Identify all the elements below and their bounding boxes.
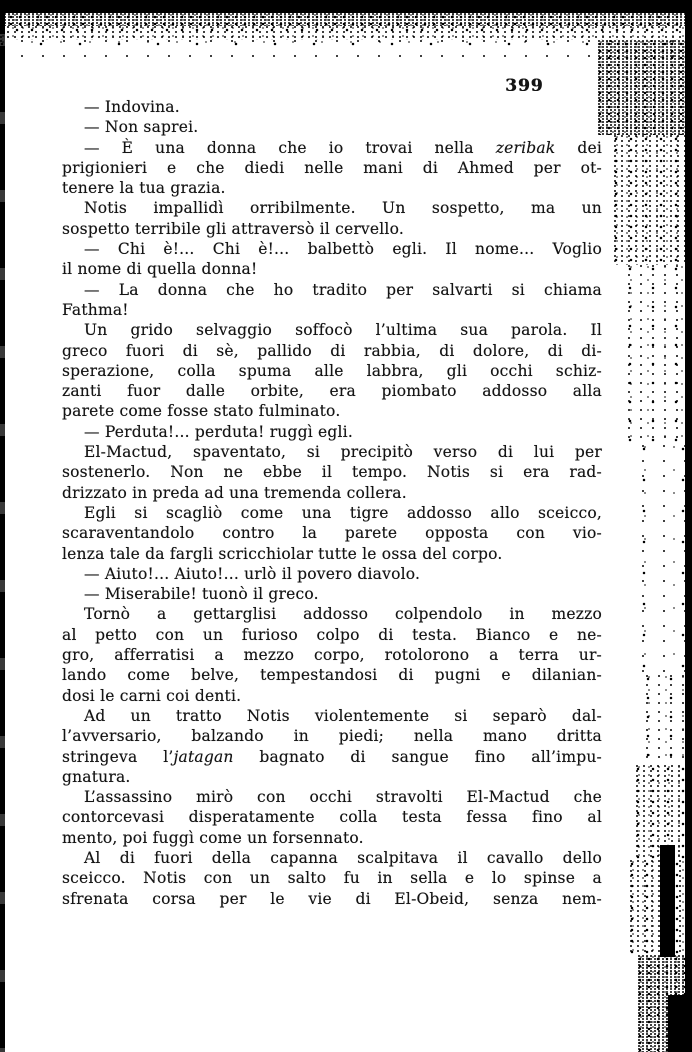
text-line: prigionieri e che diedi nelle mani di Ahmed per ot- bbox=[62, 158, 602, 177]
scan-noise-right-mid bbox=[628, 265, 692, 445]
text-line: parete come fosse stato fulminato. bbox=[62, 402, 341, 421]
scan-noise-right-upper bbox=[614, 135, 692, 265]
text-line: Egli si scagliò come una tigre addosso allo sceicco, bbox=[84, 503, 602, 522]
text-line: Ad un tratto Notis violentemente si separò dal- bbox=[84, 706, 602, 725]
text-line: mento, poi fuggì come un forsennato. bbox=[62, 828, 364, 847]
scan-noise-top-sparse bbox=[0, 40, 692, 64]
text-line: al petto con un furioso colpo di testa. Bianco e ne- bbox=[62, 625, 602, 644]
text-line: — Non saprei. bbox=[84, 118, 199, 137]
text-line: gnatura. bbox=[62, 767, 131, 786]
text-line: sperazione, colla spuma alle labbra, gli occhi schiz- bbox=[62, 361, 602, 380]
text-line: lando come belve, tempestandosi di pugni e dilanian- bbox=[62, 666, 602, 685]
scan-noise-top-right bbox=[598, 40, 692, 135]
text-line: zanti fuor dalle orbite, era piombato addosso alla bbox=[62, 382, 602, 401]
text-line: sfrenata corsa per le vie di El-Obeid, senza nem- bbox=[62, 889, 602, 908]
text-block bbox=[62, 97, 602, 909]
text-line: — Chi è!... Chi è!... balbettò egli. Il nome... Voglio bbox=[84, 240, 602, 259]
text-line: dosi le carni coi denti. bbox=[62, 686, 242, 705]
text-line: sospetto terribile gli attraversò il cervello. bbox=[62, 219, 404, 238]
page-number: 399 bbox=[505, 76, 544, 96]
text-line: drizzato in preda ad una tremenda collera. bbox=[62, 483, 407, 502]
scan-right-edge-strip bbox=[685, 0, 692, 1052]
text-line: scaraventandolo contro la parete opposta con vio- bbox=[62, 524, 602, 543]
scan-noise-right-low3 bbox=[636, 765, 692, 860]
scan-noise-top-dense bbox=[0, 13, 692, 26]
scan-noise-corner-solid bbox=[668, 995, 692, 1052]
text-line: sceicco. Notis con un salto fu in sella e lo spinse a bbox=[62, 869, 602, 888]
scan-noise-right-lower bbox=[642, 445, 692, 675]
text-line: stringeva l’jatagan bagnato di sangue fino all’impu- bbox=[62, 747, 602, 766]
text-line: — Aiuto!... Aiuto!... urlò il povero diavolo. bbox=[84, 564, 421, 583]
text-line: — La donna che ho tradito per salvarti si chiama bbox=[84, 280, 602, 299]
scan-ink-bar bbox=[660, 845, 675, 957]
text-line: lenza tale da fargli scricchiolar tutte le ossa del corpo. bbox=[62, 544, 503, 563]
scan-noise-top-medium bbox=[0, 26, 692, 40]
scan-noise-bottom-right bbox=[630, 860, 692, 955]
text-line: sostenerlo. Non ne ebbe il tempo. Notis si era rad- bbox=[62, 463, 602, 482]
text-line: — Miserabile! tuonò il greco. bbox=[84, 585, 319, 604]
scan-noise-top-band bbox=[0, 0, 692, 13]
text-line: il nome di quella donna! bbox=[62, 260, 258, 279]
text-line: El-Mactud, spaventato, si precipitò verso di lui per bbox=[84, 443, 602, 462]
text-line: Al di fuori della capanna scalpitava il cavallo dello bbox=[84, 848, 602, 867]
text-line: tenere la tua grazia. bbox=[62, 179, 226, 198]
text-line: — Perduta!... perduta! ruggì egli. bbox=[84, 422, 353, 441]
text-line: — Indovina. bbox=[84, 98, 180, 116]
text-line: Fathma! bbox=[62, 300, 129, 319]
text-line: contorcevasi disperatamente colla testa fessa fino al bbox=[62, 808, 602, 827]
text-line: L’assassino mirò con occhi stravolti El-Mactud che bbox=[84, 788, 602, 807]
italic-term: zeribak bbox=[495, 138, 556, 157]
text-line: greco fuori di sè, pallido di rabbia, di dolore, di di- bbox=[62, 341, 602, 360]
italic-term: jatagan bbox=[173, 747, 234, 766]
scan-noise-bottom-dense bbox=[638, 955, 692, 1052]
text-line: Notis impallidì orribilmente. Un sospetto, ma un bbox=[84, 199, 602, 218]
text-line: gro, afferratisi a mezzo corpo, rotolorono a terra ur- bbox=[62, 646, 602, 665]
text-line: l’avversario, balzando in piedi; nella mano dritta bbox=[62, 727, 602, 746]
text-line: — È una donna che io trovai nella zeribak dei bbox=[84, 138, 603, 157]
text-line: Tornò a gettarglisi addosso colpendolo in mezzo bbox=[84, 605, 602, 624]
text-line: Un grido selvaggio soffocò l’ultima sua parola. Il bbox=[84, 321, 602, 340]
scan-noise-right-low2 bbox=[646, 675, 692, 765]
scan-left-edge-strip bbox=[0, 0, 5, 1052]
